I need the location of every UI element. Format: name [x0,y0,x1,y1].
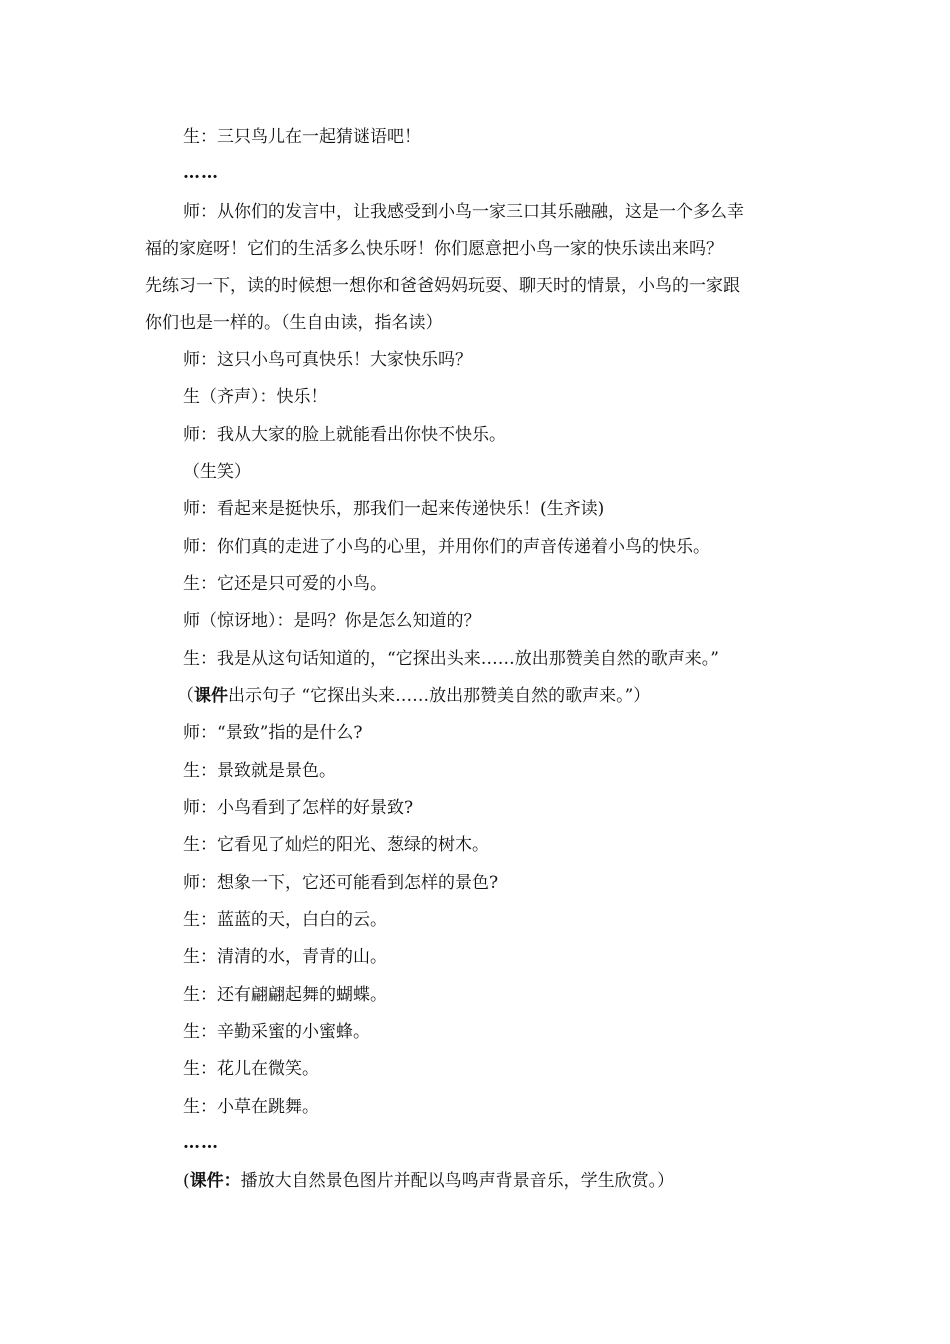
dialogue-line: 生：它还是只可爱的小鸟。 [183,574,387,594]
dialogue-line: 师：“景致”指的是什么? [183,723,363,743]
dialogue-line: 师：小鸟看到了怎样的好景致? [183,798,414,818]
ellipsis: …… [183,1133,219,1153]
courseware-label: 课件 [194,686,228,706]
dialogue-line: 生：我是从这句话知道的，“它探出头来……放出那赞美自然的歌声来。” [183,649,719,669]
paragraph-line: 师：从你们的发言中，让我感受到小鸟一家三口其乐融融，这是一个多么幸 [183,202,744,222]
paragraph-line: 你们也是一样的。（生自由读，指名读） [145,313,443,333]
courseware-note [183,1170,674,1192]
dialogue-line: 师：想象一下，它还可能看到怎样的景色? [183,873,499,893]
dialogue-line: 师：我从大家的脸上就能看出你快不快乐。 [183,425,506,445]
dialogue-line: 生（齐声）：快乐！ [183,387,328,407]
dialogue-line: 生：辛勤采蜜的小蜜蜂。 [183,1022,370,1042]
dialogue-line: 生：三只鸟儿在一起猜谜语吧！ [183,127,421,147]
courseware-open: ( [183,1171,190,1191]
courseware-text: 播放大自然景色图片并配以鸟鸣声背景音乐，学生欣赏。） [240,1171,675,1191]
courseware-text: 出示句子 “它探出头来……放出那赞美自然的歌声来。”） [228,686,651,706]
paragraph-line: 先练习一下，读的时候想一想你和爸爸妈妈玩耍、聊天时的情景，小鸟的一家跟 [145,276,740,296]
paragraph-line: 福的家庭呀！它们的生活多么快乐呀！你们愿意把小鸟一家的快乐读出来吗？ [145,239,723,259]
dialogue-line: 师（惊讶地）：是吗？你是怎么知道的？ [183,611,481,631]
courseware-open: （ [177,686,194,706]
dialogue-line: 生：景致就是景色。 [183,761,336,781]
ellipsis: …… [183,163,219,183]
dialogue-line: 生：还有翩翩起舞的蝴蝶。 [183,985,387,1005]
dialogue-line: 生：花儿在微笑。 [183,1059,319,1079]
dialogue-line: 生：小草在跳舞。 [183,1097,319,1117]
dialogue-line: （生笑） [183,462,251,482]
dialogue-line: 生：它看见了灿烂的阳光、葱绿的树木。 [183,835,489,855]
dialogue-line: 生：蓝蓝的天，白白的云。 [183,910,387,930]
dialogue-line: 师：这只小鸟可真快乐！大家快乐吗？ [183,350,472,370]
dialogue-line: 师：你们真的走进了小鸟的心里，并用你们的声音传递着小鸟的快乐。 [183,537,710,557]
dialogue-line: 师：看起来是挺快乐，那我们一起来传递快乐！(生齐读) [183,499,605,519]
courseware-label: 课件： [189,1171,241,1191]
dialogue-line: 生：清清的水，青青的山。 [183,947,387,967]
courseware-note [177,685,650,707]
